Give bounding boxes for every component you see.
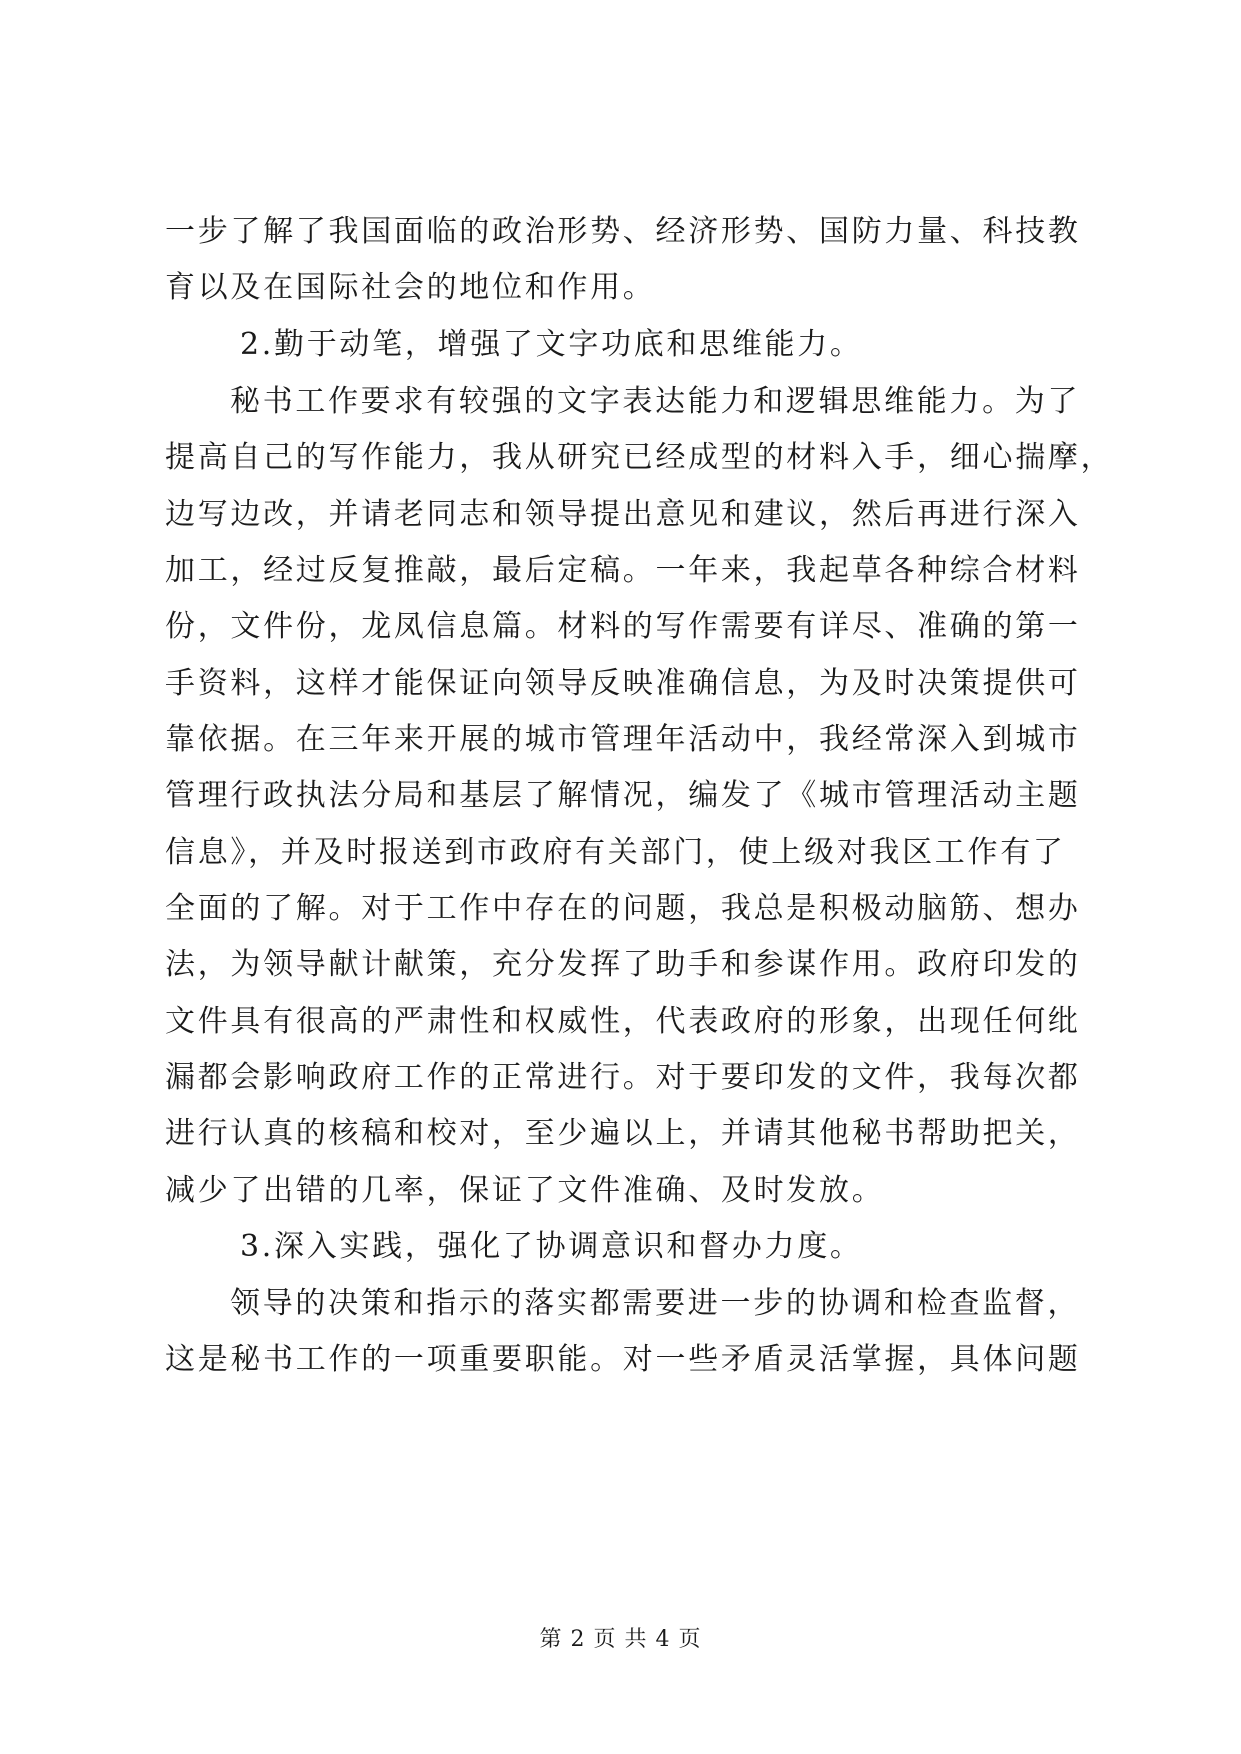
text-line: 育以及在国际社会的地位和作用。	[165, 270, 656, 305]
text-line: 一步了解了我国面临的政治形势、经济形势、国防力量、科技教	[165, 214, 1081, 249]
text-line: 漏都会影响政府工作的正常进行。对于要印发的文件，我每次都	[165, 1060, 1081, 1095]
text-line: 法，为领导献计献策，充分发挥了助手和参谋作用。政府印发的	[165, 947, 1081, 982]
text-line: 文件具有很高的严肃性和权威性，代表政府的形象，出现任何纰	[165, 1004, 1081, 1039]
text-line: 提高自己的写作能力，我从研究已经成型的材料入手，细心揣摩，	[165, 440, 1114, 475]
text-line: 这是秘书工作的一项重要职能。对一些矛盾灵活掌握，具体问题	[165, 1342, 1081, 1377]
text-line: 减少了出错的几率，保证了文件准确、及时发放。	[165, 1173, 885, 1208]
text-line: 加工，经过反复推敲，最后定稿。一年来，我起草各种综合材料	[165, 553, 1081, 588]
text-line: 份，文件份，龙凤信息篇。材料的写作需要有详尽、准确的第一	[165, 609, 1081, 644]
paragraph-first-line: 秘书工作要求有较强的文字表达能力和逻辑思维能力。为了	[230, 384, 1081, 419]
section-heading: 2.勤于动笔，增强了文字功底和思维能力。	[240, 327, 863, 362]
text-line: 全面的了解。对于工作中存在的问题，我总是积极动脑筋、想办	[165, 891, 1081, 926]
text-line: 靠依据。在三年来开展的城市管理年活动中，我经常深入到城市	[165, 722, 1081, 757]
section-heading: 3.深入实践，强化了协调意识和督办力度。	[240, 1229, 863, 1264]
text-line: 信息》，并及时报送到市政府有关部门，使上级对我区工作有了	[165, 835, 1066, 870]
text-line: 管理行政执法分局和基层了解情况，编发了《城市管理活动主题	[165, 778, 1081, 813]
text-line: 边写边改，并请老同志和领导提出意见和建议，然后再进行深入	[165, 497, 1081, 532]
text-line: 进行认真的核稿和校对，至少遍以上，并请其他秘书帮助把关，	[165, 1116, 1081, 1151]
text-line: 手资料，这样才能保证向领导反映准确信息，为及时决策提供可	[165, 666, 1081, 701]
page-footer: 第 2 页 共 4 页	[539, 1627, 702, 1652]
paragraph-first-line: 领导的决策和指示的落实都需要进一步的协调和检查监督，	[230, 1286, 1081, 1321]
